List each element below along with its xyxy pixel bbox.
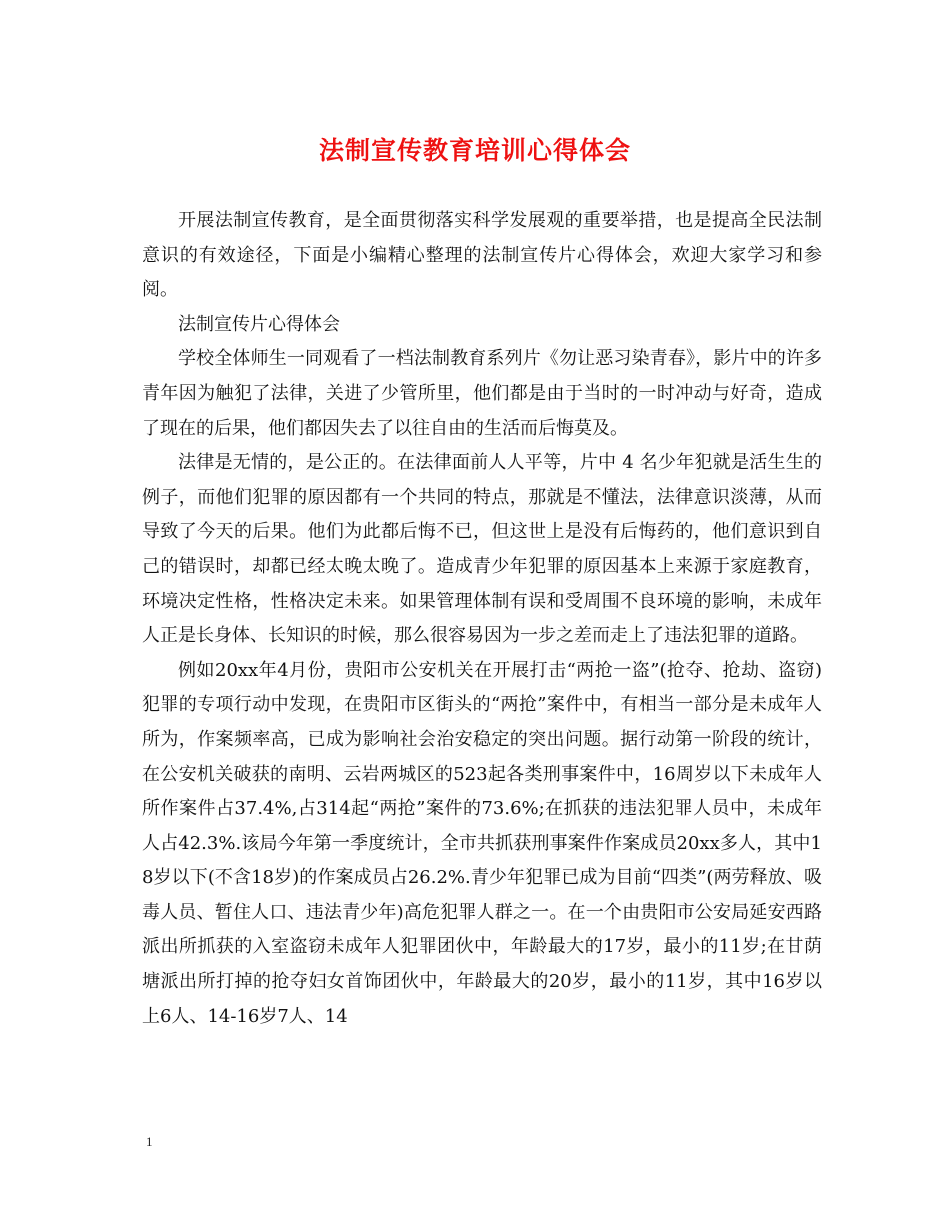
body-paragraph: 法律是无情的，是公正的。在法律面前人人平等，片中 4 名少年犯就是活生生的例子，而他们犯罪的原因都有一个共同的特点，那就是不懂法，法律意识淡薄，从而导致了今天的后果。他们为此都后悔不已，但这世上是没有后悔药的，他们意识到自己的错误时，却都已经太晚太晚了。造成青少年犯罪的原因基本上来源于家庭教育，环境决定性格，性格决定未来。如果管理体制有误和受周围不良环境的影响，未成年人正是长身体、长知识的时候，那么很容易因为一步之差而走上了违法犯罪的道路。: [142, 452, 822, 647]
document-body: [142, 204, 822, 1034]
document-title: 法制宣传教育培训心得体会: [318, 136, 631, 165]
section-heading: 法制宣传片心得体会: [178, 313, 340, 335]
body-paragraph: 学校全体师生一同观看了一档法制教育系列片《勿让恶习染青春》，影片中的许多青年因为触犯了法律，关进了少管所里，他们都是由于当时的一时冲动与好奇，造成了现在的后果，他们都因失去了以往自由的生活而后悔莫及。: [142, 348, 822, 439]
page-number: 1: [146, 1134, 153, 1149]
intro-paragraph: 开展法制宣传教育，是全面贯彻落实科学发展观的重要举措，也是提高全民法制意识的有效途径，下面是小编精心整理的法制宣传片心得体会，欢迎大家学习和参阅。: [142, 210, 822, 301]
body-paragraph: 例如20xx年4月份，贵阳市公安机关在开展打击“两抢一盗”(抢夺、抢劫、盗窃)犯罪的专项行动中发现，在贵阳市区街头的“两抢”案件中，有相当一部分是未成年人所为，作案频率高，已成为影响社会治安稳定的突出问题。据行动第一阶段的统计，在公安机关破获的南明、云岩两城区的523起各类刑事案件中，16周岁以下未成年人所作案件占37.4%,占314起“两抢”案件的73.6%;在抓获的违法犯罪人员中，未成年人占42.3%.该局今年第一季度统计，全市共抓获刑事案件作案成员20xx多人，其中18岁以下(不含18岁)的作案成员占26.2%.青少年犯罪已成为目前“四类”(两劳释放、吸毒人员、暂住人口、违法青少年)高危犯罪人群之一。在一个由贵阳市公安局延安西路派出所抓获的入室盗窃未成年人犯罪团伙中，年龄最大的17岁，最小的11岁;在甘荫塘派出所打掉的抢夺妇女首饰团伙中，年龄最大的20岁，最小的11岁，其中16岁以上6人、14-16岁7人、14: [142, 659, 822, 1027]
